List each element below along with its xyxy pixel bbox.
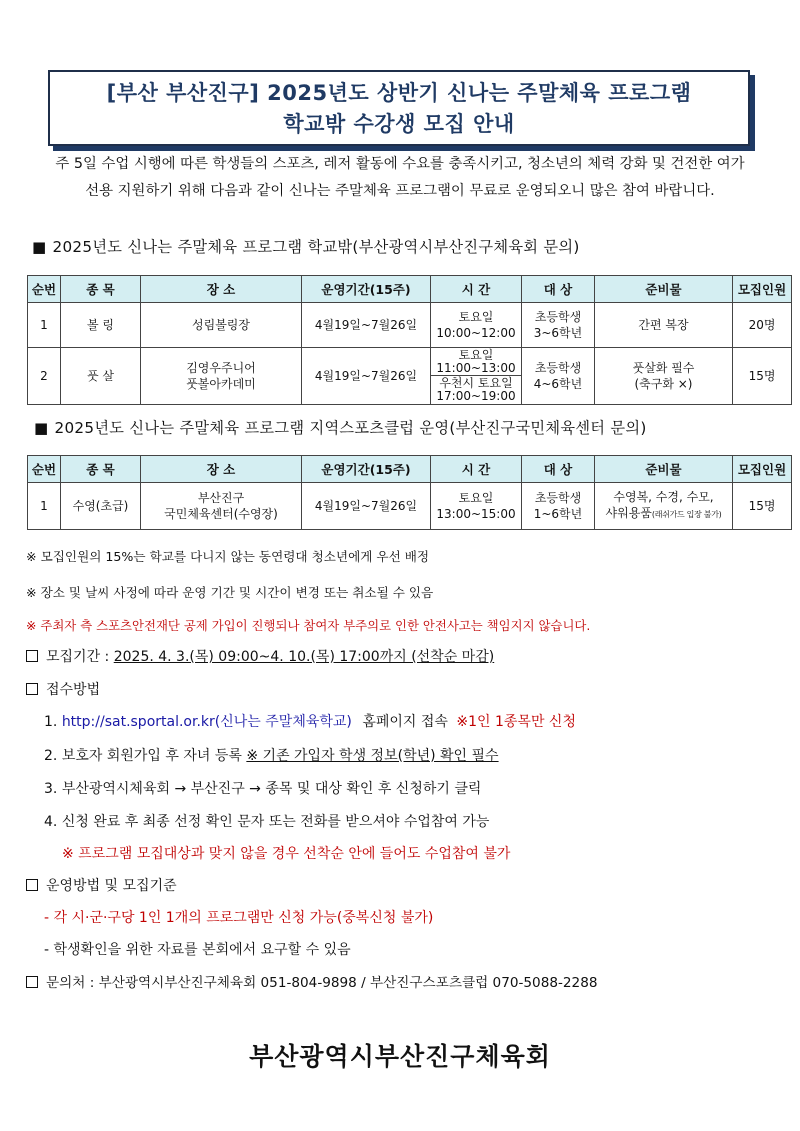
- place-line-2: 풋볼아카데미: [186, 377, 256, 391]
- reference-mark-icon: ※: [26, 549, 37, 564]
- col-count: 모집인원: [733, 276, 792, 303]
- time-range: 13:00~15:00: [436, 507, 516, 521]
- prep-shower: 샤워용품: [605, 506, 652, 520]
- col-no: 순번: [28, 276, 61, 303]
- rain-day: 우천시 토요일: [439, 376, 513, 390]
- rain-time: [431, 375, 521, 403]
- apply-step-3: [44, 778, 481, 798]
- table-row: [28, 348, 792, 405]
- col-count: 모집인원: [733, 456, 792, 483]
- time-day: 토요일: [458, 348, 494, 362]
- cell-place: [141, 348, 302, 405]
- step-number: 2.: [44, 748, 58, 764]
- place-line-1: 부산진구: [197, 491, 245, 505]
- col-place: 장 소: [141, 456, 302, 483]
- program-table-2: [27, 455, 792, 530]
- cell-count: 15명: [733, 483, 792, 530]
- prep-line-1: 수영복, 수경, 수모,: [613, 490, 714, 504]
- cell-target: [522, 303, 595, 348]
- cell-count: 15명: [733, 348, 792, 405]
- col-sport: 종 목: [61, 456, 141, 483]
- section-2-heading-text: 2025년도 신나는 주말체육 프로그램 지역스포츠클럽 운영(부산진구국민체육센터 문의): [54, 419, 647, 437]
- cell-prep: 간편 복장: [595, 303, 733, 348]
- checkbox-square-icon: [26, 879, 38, 891]
- cell-no: 1: [28, 303, 61, 348]
- step-1-note: ※1인 1종목만 신청: [456, 714, 576, 730]
- checkbox-square-icon: [26, 976, 38, 988]
- note-priority: [26, 546, 429, 565]
- table-2-header-row: [28, 456, 792, 483]
- col-prep: 준비물: [595, 456, 733, 483]
- table-row: [28, 303, 792, 348]
- time-day: 토요일: [458, 310, 494, 324]
- step-2-text: 보호자 회원가입 후 자녀 등록: [61, 748, 242, 764]
- prep-rashguard-note: (래쉬가드 입장 불가): [651, 510, 722, 519]
- step-number: 4.: [44, 814, 58, 830]
- title-banner: [48, 70, 750, 146]
- section-2-heading: [34, 417, 647, 438]
- cell-place: 성림볼링장: [141, 303, 302, 348]
- cell-target: [522, 483, 595, 530]
- note-safety: [26, 616, 590, 634]
- cell-period: 4월19일~7월26일: [302, 483, 431, 530]
- operation-method: [26, 875, 177, 895]
- step-number: 3.: [44, 781, 58, 797]
- step-2-note: ※ 기존 가입자 학생 정보(학년) 확인 필수: [246, 748, 499, 764]
- step-3-text: 부산광역시체육회 → 부산진구 → 종목 및 대상 확인 후 신청하기 클릭: [61, 781, 482, 797]
- cell-period: 4월19일~7월26일: [302, 348, 431, 405]
- recruit-period: [26, 646, 494, 666]
- intro-line-2: 선용 지원하기 위해 다음과 같이 신나는 주말체육 프로그램이 무료로 운영되오니 많은 참여 바랍니다.: [85, 183, 715, 199]
- rain-range: 17:00~19:00: [436, 389, 516, 403]
- cell-no: 2: [28, 348, 61, 405]
- target-grade: 1~6학년: [533, 507, 583, 521]
- prep-line-2: [597, 505, 730, 523]
- col-place: 장 소: [141, 276, 302, 303]
- apply-step-1: [44, 711, 576, 731]
- note-safety-text: 주최자 측 스포츠안전재단 공제 가입이 진행되나 참여자 부주의로 인한 안전사고는 책임지지 않습니다.: [40, 618, 591, 633]
- col-prep: 준비물: [595, 276, 733, 303]
- recruit-period-value: 2025. 4. 3.(목) 09:00~4. 10.(목) 17:00까지 (선착순 마감): [113, 649, 495, 665]
- site-name: (신나는 주말체육학교): [214, 714, 352, 730]
- operation-rule-2: [44, 939, 351, 959]
- prep-line-2: (축구화 ×): [634, 377, 693, 391]
- cell-time: [431, 348, 522, 405]
- operation-label: 운영방법 및 모집기준: [46, 878, 177, 894]
- apply-step-4: [44, 811, 489, 831]
- target-grade: 3~6학년: [533, 326, 583, 340]
- cell-sport: 수영(초급): [61, 483, 141, 530]
- cell-no: 1: [28, 483, 61, 530]
- title-line-2: 학교밖 수강생 모집 안내: [283, 112, 515, 136]
- checkbox-square-icon: [26, 650, 38, 662]
- place-line-2: 국민체육센터(수영장): [164, 507, 278, 521]
- reference-mark-icon: ※: [26, 618, 37, 633]
- col-target: 대 상: [522, 276, 595, 303]
- target-level: 초등학생: [534, 310, 582, 324]
- step-number: 1.: [44, 714, 58, 730]
- apply-method: [26, 679, 100, 699]
- intro-line-1: 주 5일 수업 시행에 따른 학생들의 스포츠, 레저 활동에 수요를 충족시키고, 청소년의 체력 강화 및 건전한 여가: [55, 156, 745, 172]
- site-link[interactable]: http://sat.sportal.or.kr: [61, 714, 215, 730]
- intro-paragraph: [18, 151, 782, 205]
- program-table-1: [27, 275, 792, 405]
- table-1-header-row: [28, 276, 792, 303]
- cell-prep: [595, 483, 733, 530]
- col-target: 대 상: [522, 456, 595, 483]
- target-grade: 4~6학년: [533, 377, 583, 391]
- col-time: 시 간: [431, 276, 522, 303]
- note-schedule-change: [26, 582, 433, 601]
- recruit-period-label: 모집기간 :: [46, 649, 114, 665]
- square-bullet-icon: ■: [34, 419, 49, 437]
- reference-mark-icon: ※: [26, 585, 37, 600]
- cell-sport: 볼 링: [61, 303, 141, 348]
- table-row: [28, 483, 792, 530]
- apply-step-2: [44, 745, 499, 765]
- prep-line-1: 풋살화 필수: [632, 361, 695, 375]
- checkbox-square-icon: [26, 683, 38, 695]
- apply-method-label: 접수방법: [46, 682, 101, 698]
- col-no: 순번: [28, 456, 61, 483]
- col-period: 운영기간(15주): [302, 276, 431, 303]
- cell-time: [431, 303, 522, 348]
- cell-time: [431, 483, 522, 530]
- operation-rule-1-text: - 각 시·군·구당 1인 1개의 프로그램만 신청 가능(중복신청 불가): [44, 910, 434, 926]
- target-level: 초등학생: [534, 361, 582, 375]
- cell-count: 20명: [733, 303, 792, 348]
- step-4-text: 신청 완료 후 최종 선정 확인 문자 또는 전화를 받으셔야 수업참여 가능: [61, 814, 490, 830]
- step-4-note-text: ※ 프로그램 모집대상과 맞지 않을 경우 선착순 안에 들어도 수업참여 불가: [62, 846, 511, 862]
- target-level: 초등학생: [534, 491, 582, 505]
- col-sport: 종 목: [61, 276, 141, 303]
- operation-rule-2-text: - 학생확인을 위한 자료를 본회에서 요구할 수 있음: [44, 942, 351, 958]
- col-time: 시 간: [431, 456, 522, 483]
- note-priority-text: 모집인원의 15%는 학교를 다니지 않는 동연령대 청소년에게 우선 배정: [40, 549, 430, 564]
- organization-footer: 부산광역시부산진구체육회: [249, 1042, 551, 1071]
- cell-prep: [595, 348, 733, 405]
- apply-step-4-note: [62, 843, 510, 863]
- contact-text: 문의처 : 부산광역시부산진구체육회 051-804-9898 / 부산진구스포츠클럽 070-5088-2288: [46, 975, 598, 991]
- cell-period: 4월19일~7월26일: [302, 303, 431, 348]
- time-range: 11:00~13:00: [436, 361, 516, 375]
- note-schedule-text: 장소 및 날씨 사정에 따라 운영 기간 및 시간이 변경 또는 취소될 수 있음: [40, 585, 434, 600]
- section-1-heading-text: 2025년도 신나는 주말체육 프로그램 학교밖(부산광역시부산진구체육회 문의): [52, 238, 580, 256]
- step-1-text: 홈페이지 접속: [362, 714, 448, 730]
- contact-info: [26, 971, 598, 991]
- section-1-heading: [32, 236, 580, 257]
- col-period: 운영기간(15주): [302, 456, 431, 483]
- operation-rule-1: [44, 907, 433, 927]
- time-day: 토요일: [458, 491, 494, 505]
- cell-target: [522, 348, 595, 405]
- square-bullet-icon: ■: [32, 238, 47, 256]
- cell-sport: 풋 살: [61, 348, 141, 405]
- place-line-1: 김영우주니어: [186, 361, 256, 375]
- cell-place: [141, 483, 302, 530]
- title-line-1: [부산 부산진구] 2025년도 상반기 신나는 주말체육 프로그램: [106, 81, 692, 105]
- time-range: 10:00~12:00: [436, 326, 516, 340]
